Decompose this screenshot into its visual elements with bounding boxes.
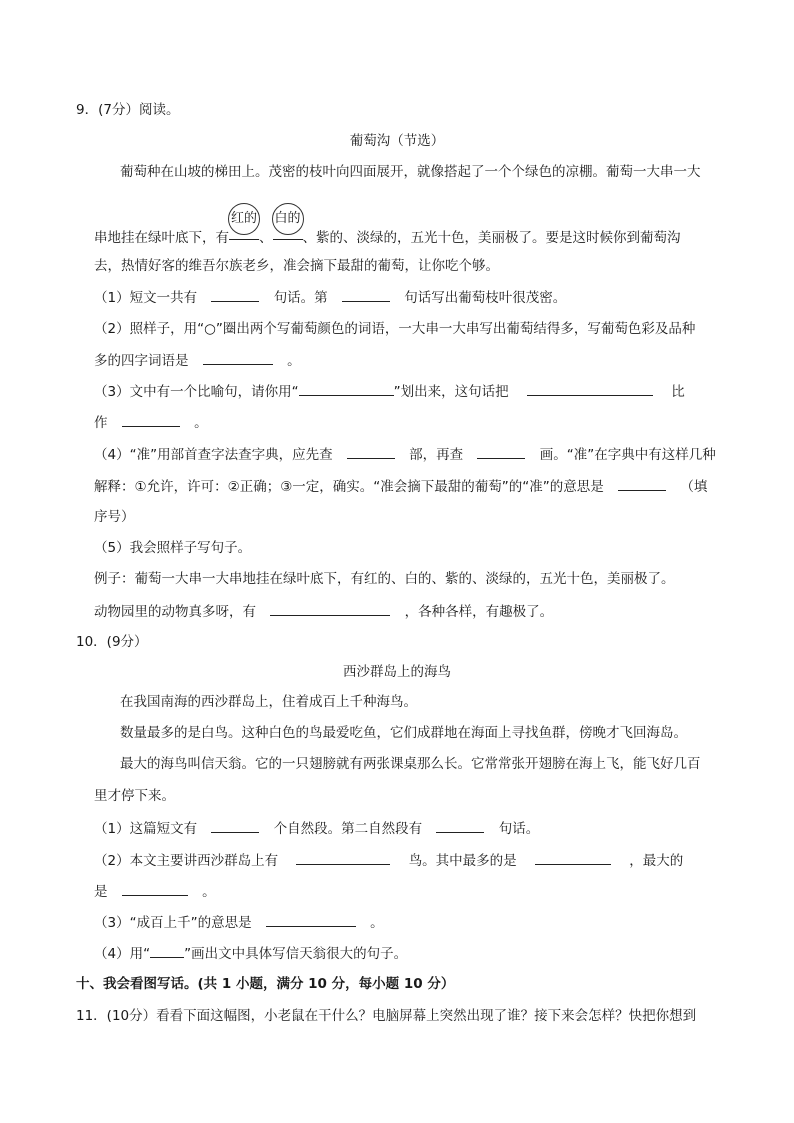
- section-10-heading: 十、我会看图写话。(共 1 小题，满分 10 分，每小题 10 分）: [76, 976, 455, 992]
- answer-blank[interactable]: [618, 476, 666, 491]
- answer-blank[interactable]: [122, 412, 180, 427]
- q9-sub5-line3: 动物园里的动物真多呀，有 ，各种各样，有趣极了。: [94, 601, 553, 622]
- q9-sub2-line2: 多的四字词语是 。: [94, 350, 301, 371]
- q9-sub2-line1: （2）照样子，用“○”圈出两个写葡萄颜色的词语，一大串一大串写出葡萄结得多，写葡萄色彩及品种: [94, 321, 696, 337]
- q9-para1-line1: 葡萄种在山坡的梯田上。茂密的枝叶向四面展开，就像搭起了一个个绿色的凉棚。葡萄一大串一大: [120, 164, 701, 180]
- answer-blank[interactable]: [347, 444, 395, 459]
- q9-sub1: （1）短文一共有 句话。第 句话写出葡萄枝叶很茂密。: [94, 287, 566, 308]
- q10-para1: 在我国南海的西沙群岛上，住着成百上千种海鸟。: [120, 694, 417, 710]
- answer-blank[interactable]: [270, 601, 390, 616]
- answer-blank[interactable]: [122, 881, 188, 896]
- answer-blank[interactable]: [211, 287, 259, 302]
- answer-blank[interactable]: [535, 850, 611, 865]
- q9-sub5-example: 例子：葡萄一大串一大串地挂在绿叶底下，有红的、白的、紫的、淡绿的，五光十色，美丽极了。: [94, 571, 675, 587]
- q10-sub2-line2: 是 。: [94, 881, 216, 902]
- q9-sep: 、: [259, 230, 273, 246]
- q9-para1-line2-a: 串地挂在绿叶底下，有: [94, 230, 229, 246]
- q9-para1-line2-b: 、紫的、淡绿的，五光十色，美丽极了。要是这时候你到葡萄沟: [302, 230, 681, 246]
- q9-sub5-line1: （5）我会照样子写句子。: [94, 540, 252, 556]
- q10-sub4: （4）用“ ”画出文中具体写信天翁很大的句子。: [94, 943, 407, 964]
- q9-sub3-line2: 作 。: [94, 412, 208, 433]
- q10-para2: 数量最多的是白鸟。这种白色的鸟最爱吃鱼，它们成群地在海面上寻找鱼群，傍晚才飞回海岛。: [120, 725, 687, 741]
- q10-para3-line2: 里才停下来。: [94, 788, 175, 804]
- answer-blank[interactable]: [203, 350, 273, 365]
- answer-blank[interactable]: [211, 818, 259, 833]
- answer-blank[interactable]: [299, 381, 394, 396]
- q9-para1-line3: 去，热情好客的维吾尔族老乡，准会摘下最甜的葡萄，让你吃个够。: [94, 258, 499, 274]
- q9-sub4-line2: 解释：①允许，许可：②正确；③一定，确实。“准会摘下最甜的葡萄”的“准”的意思是 （填: [94, 476, 707, 497]
- q10-passage-title: 西沙群岛上的海鸟: [343, 664, 451, 680]
- answer-blank[interactable]: [296, 850, 390, 865]
- q9-sub4: （4）“准”用部首查字法查字典，应先查 部，再查 画。“准”在字典中有这样几种: [94, 444, 716, 465]
- q9-passage-title: 葡萄沟（节选）: [349, 133, 445, 149]
- q9-header: 9．(7分）阅读。: [76, 102, 180, 118]
- q9-sub3: （3）文中有一个比喻句，请你用“ ”划出来，这句话把 比: [94, 381, 685, 402]
- q10-para3-line1: 最大的海鸟叫信天翁。它的一只翅膀就有两张课桌那么长。它常常张开翅膀在海上飞，能飞好几百: [120, 756, 701, 772]
- q10-sub2: （2）本文主要讲西沙群岛上有 鸟。其中最多的是 ，最大的: [94, 850, 683, 871]
- q10-header: 10．(9分）: [76, 634, 148, 650]
- q9-sub4-line3: 序号）: [94, 509, 135, 525]
- answer-blank[interactable]: [266, 912, 356, 927]
- q9-para1-line2: [94, 211, 681, 248]
- q10-sub3: （3）“成百上千”的意思是 。: [94, 912, 384, 933]
- answer-blank[interactable]: [342, 287, 390, 302]
- q10-sub1: （1）这篇短文有 个自然段。第二自然段有 句话。: [94, 818, 539, 839]
- answer-blank[interactable]: [527, 381, 653, 396]
- underline-sample: [150, 943, 184, 958]
- answer-blank[interactable]: [477, 444, 525, 459]
- circled-word-red: 红的: [229, 222, 259, 242]
- circled-word-white: 白的: [273, 222, 303, 242]
- answer-blank[interactable]: [436, 818, 484, 833]
- q11-prompt: 11．(10分）看看下面这幅图，小老鼠在干什么？电脑屏幕上突然出现了谁？接下来会怎样？快把你想到: [76, 1008, 697, 1024]
